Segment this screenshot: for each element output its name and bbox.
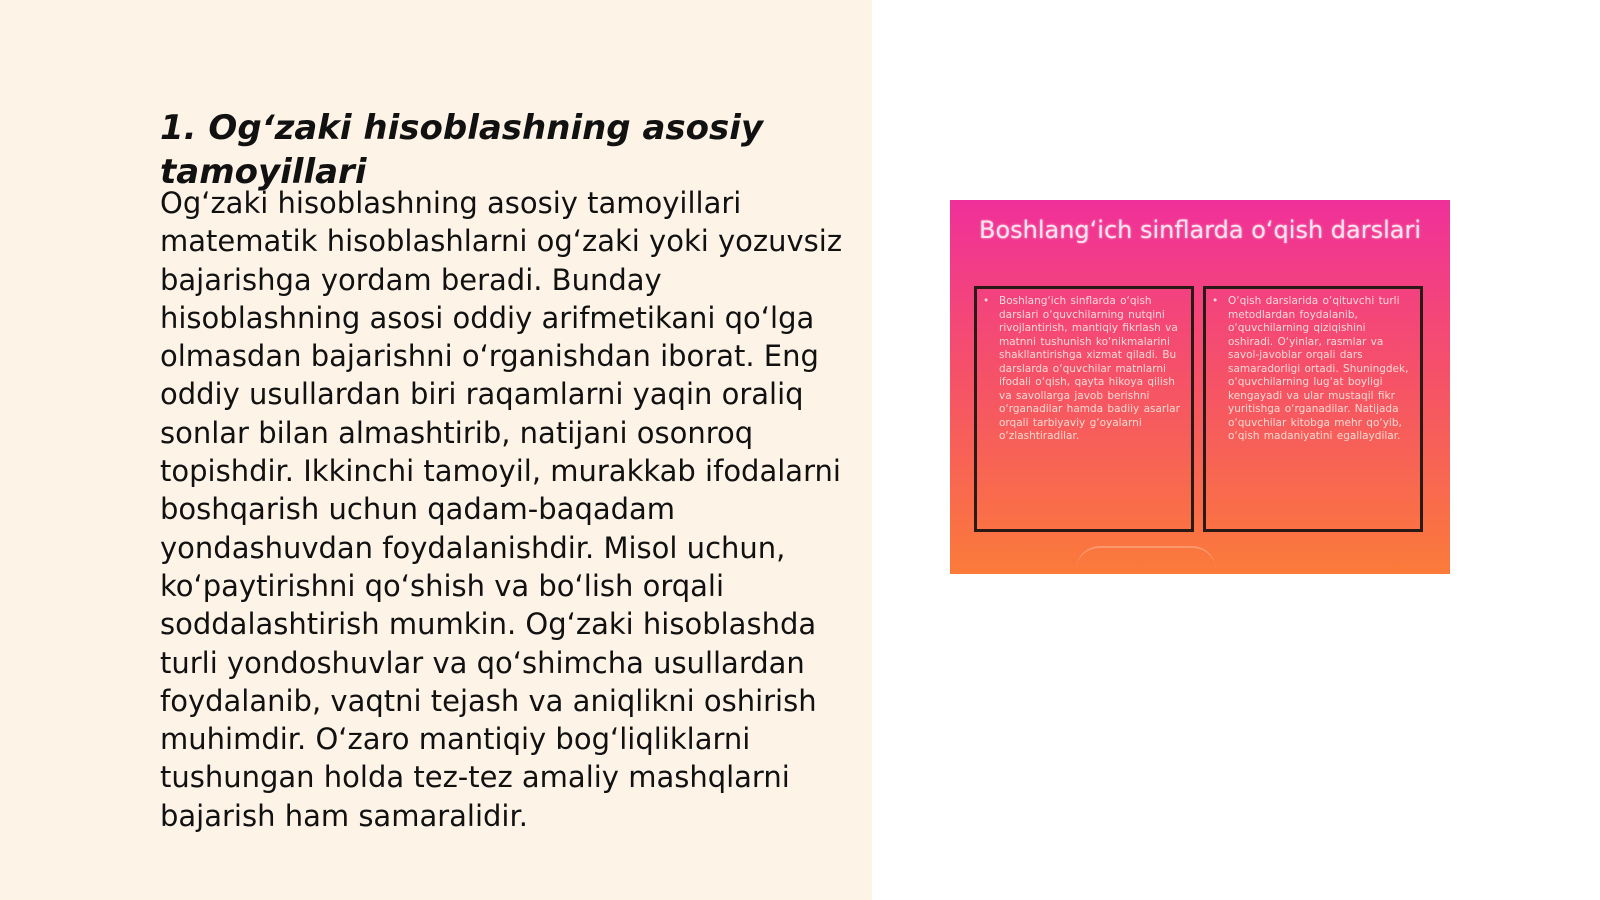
embedded-slide-image [950,200,1450,574]
image-left-text-box [974,286,1194,532]
image-right-text-box [1203,286,1423,532]
slide-body-text: Og‘zaki hisoblashning asosiy tamoyillari matematik hisoblashlarni og‘zaki yoki yozuvsiz bajarishga yordam beradi. Bunday hisoblashning asosi oddiy arifmetikani qo‘lga olmasdan bajarishni o‘rganishdan iborat. Eng oddiy usullardan biri raqamlarni yaqin oraliq sonlar bilan almashtirib, natijani osonroq topishdir. Ikkinchi tamoyil, murakkab ifodalarni boshqarish uchun qadam-baqadam yondashuvdan foydalanishdir. Misol uchun, ko‘paytirishni qo‘shish va bo‘lish orqali soddalashtirish mumkin. Og‘zaki hisoblashda turli yondoshuvlar va qo‘shimcha usullardan foydalanib, vaqtni tejash va aniqlikni oshirish muhimdir. O‘zaro mantiqiy bog‘liqliklarni tushungan holda tez-tez amaliy mashqlarni bajarish ham samaralidir. [160,186,843,833]
image-title: Boshlang‘ich sinflarda o‘qish darslari [978,216,1422,244]
image-right-bullet: • O‘qish darslarida o‘qituvchi turli metodlardan foydalanib, o‘quvchilarning qiziqishini oshiradi. O‘yinlar, rasmlar va savol-javoblar orqali dars samaradorligi ortadi. Shuningdek, o‘quvchilarning lug‘at boyligi kengayadi va ular mustaqil fikr yuritishga o‘rganadilar. Natijada o‘quvchilar kitobga mehr qo‘yib, o‘qish madaniyatini egallaydilar. [1228,295,1412,444]
image-faded-watermark [1076,546,1216,570]
image-left-bullet: • Boshlang‘ich sinflarda o‘qish darslari o‘quvchilarning nutqini rivojlantirish, mantiqiy fikrlash va matnni tushunish ko‘nikmalarini shakllantirishga xizmat qiladi. Bu darslarda o‘quvchilar matnlarni ifodali o‘qish, qayta hikoya qilish va savollarga javob berishni o‘rganadilar hamda badiiy asarlar orqali tarbiyaviy g‘oyalarni o‘zlashtiradilar. [999,295,1183,444]
slide-heading: 1. Og‘zaki hisoblashning asosiy tamoyillari [160,108,764,192]
